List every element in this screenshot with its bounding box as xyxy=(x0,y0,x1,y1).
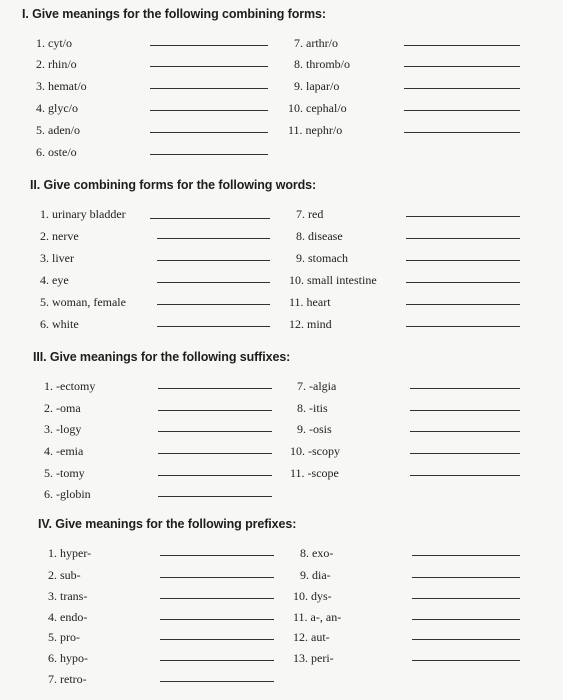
term-3-7: 7. -algia xyxy=(297,379,337,393)
term-1-2: 2. rhin/o xyxy=(36,57,77,71)
answer-line[interactable] xyxy=(412,639,520,640)
term-2-4: 4. eye xyxy=(40,273,69,287)
answer-line[interactable] xyxy=(158,431,272,432)
section-1-heading: I. Give meanings for the following combining forms: xyxy=(22,7,326,21)
answer-line[interactable] xyxy=(150,88,268,89)
section-3-heading: III. Give meanings for the following suffixes: xyxy=(33,350,291,364)
answer-line[interactable] xyxy=(406,304,520,305)
answer-line[interactable] xyxy=(158,496,272,497)
term-1-11: 11. nephr/o xyxy=(288,123,343,137)
term-3-9: 9. -osis xyxy=(297,422,332,436)
term-3-4: 4. -emia xyxy=(44,444,84,458)
term-4-11: 11. a-, an- xyxy=(293,610,342,624)
term-4-8: 8. exo- xyxy=(300,546,334,560)
term-4-5: 5. pro- xyxy=(48,630,80,644)
term-1-10: 10. cephal/o xyxy=(288,101,347,115)
answer-line[interactable] xyxy=(160,555,274,556)
answer-line[interactable] xyxy=(160,577,274,578)
answer-line[interactable] xyxy=(410,410,520,411)
term-2-11: 11. heart xyxy=(289,295,331,309)
section-2-heading: II. Give combining forms for the following words: xyxy=(30,178,317,192)
term-4-12: 12. aut- xyxy=(293,630,330,644)
answer-line[interactable] xyxy=(406,326,520,327)
term-1-1: 1. cyt/o xyxy=(36,36,72,50)
term-2-5: 5. woman, female xyxy=(40,295,126,309)
term-1-5: 5. aden/o xyxy=(36,123,80,137)
term-3-10: 10. -scopy xyxy=(290,444,340,458)
term-1-6: 6. oste/o xyxy=(36,145,77,159)
answer-line[interactable] xyxy=(410,388,520,389)
answer-line[interactable] xyxy=(404,132,520,133)
answer-line[interactable] xyxy=(412,577,520,578)
term-3-1: 1. -ectomy xyxy=(44,379,96,393)
answer-line[interactable] xyxy=(160,681,274,682)
term-4-10: 10. dys- xyxy=(293,589,332,603)
answer-line[interactable] xyxy=(150,132,268,133)
answer-line[interactable] xyxy=(157,282,270,283)
term-1-7: 7. arthr/o xyxy=(294,36,338,50)
term-4-1: 1. hyper- xyxy=(48,546,92,560)
answer-line[interactable] xyxy=(158,410,272,411)
answer-line[interactable] xyxy=(150,110,268,111)
answer-line[interactable] xyxy=(157,260,270,261)
term-4-4: 4. endo- xyxy=(48,610,88,624)
answer-line[interactable] xyxy=(158,453,272,454)
answer-line[interactable] xyxy=(160,598,274,599)
section-4-heading: IV. Give meanings for the following prefixes: xyxy=(38,517,297,531)
answer-line[interactable] xyxy=(404,88,520,89)
term-1-4: 4. glyc/o xyxy=(36,101,78,115)
term-1-3: 3. hemat/o xyxy=(36,79,87,93)
answer-line[interactable] xyxy=(406,282,520,283)
answer-line[interactable] xyxy=(157,326,270,327)
answer-line[interactable] xyxy=(150,218,270,219)
term-3-3: 3. -logy xyxy=(44,422,82,436)
answer-line[interactable] xyxy=(404,66,520,67)
answer-line[interactable] xyxy=(406,216,520,217)
answer-line[interactable] xyxy=(150,154,268,155)
term-1-8: 8. thromb/o xyxy=(294,57,350,71)
term-2-3: 3. liver xyxy=(40,251,74,265)
answer-line[interactable] xyxy=(404,45,520,46)
term-4-7: 7. retro- xyxy=(48,672,87,686)
answer-line[interactable] xyxy=(412,619,520,620)
term-4-3: 3. trans- xyxy=(48,589,88,603)
term-2-7: 7. red xyxy=(296,207,324,221)
term-2-10: 10. small intestine xyxy=(289,273,377,287)
answer-line[interactable] xyxy=(406,260,520,261)
answer-line[interactable] xyxy=(406,238,520,239)
term-4-6: 6. hypo- xyxy=(48,651,88,665)
answer-line[interactable] xyxy=(150,45,268,46)
answer-line[interactable] xyxy=(158,475,272,476)
answer-line[interactable] xyxy=(412,660,520,661)
answer-line[interactable] xyxy=(157,304,270,305)
term-3-2: 2. -oma xyxy=(44,401,81,415)
term-4-13: 13. peri- xyxy=(293,651,334,665)
answer-line[interactable] xyxy=(160,660,274,661)
term-3-6: 6. -globin xyxy=(44,487,91,501)
term-2-12: 12. mind xyxy=(289,317,332,331)
term-2-2: 2. nerve xyxy=(40,229,79,243)
term-2-6: 6. white xyxy=(40,317,79,331)
term-2-1: 1. urinary bladder xyxy=(40,207,126,221)
term-3-5: 5. -tomy xyxy=(44,466,85,480)
answer-line[interactable] xyxy=(404,110,520,111)
answer-line[interactable] xyxy=(410,475,520,476)
term-2-8: 8. disease xyxy=(296,229,343,243)
answer-line[interactable] xyxy=(160,619,274,620)
answer-line[interactable] xyxy=(160,639,274,640)
term-2-9: 9. stomach xyxy=(296,251,348,265)
term-3-8: 8. -itis xyxy=(297,401,328,415)
answer-line[interactable] xyxy=(410,453,520,454)
answer-line[interactable] xyxy=(158,388,272,389)
answer-line[interactable] xyxy=(412,598,520,599)
answer-line[interactable] xyxy=(157,238,270,239)
answer-line[interactable] xyxy=(410,431,520,432)
answer-line[interactable] xyxy=(412,555,520,556)
term-3-11: 11. -scope xyxy=(290,466,339,480)
term-4-2: 2. sub- xyxy=(48,568,81,582)
term-4-9: 9. dia- xyxy=(300,568,331,582)
answer-line[interactable] xyxy=(150,66,268,67)
term-1-9: 9. lapar/o xyxy=(294,79,340,93)
